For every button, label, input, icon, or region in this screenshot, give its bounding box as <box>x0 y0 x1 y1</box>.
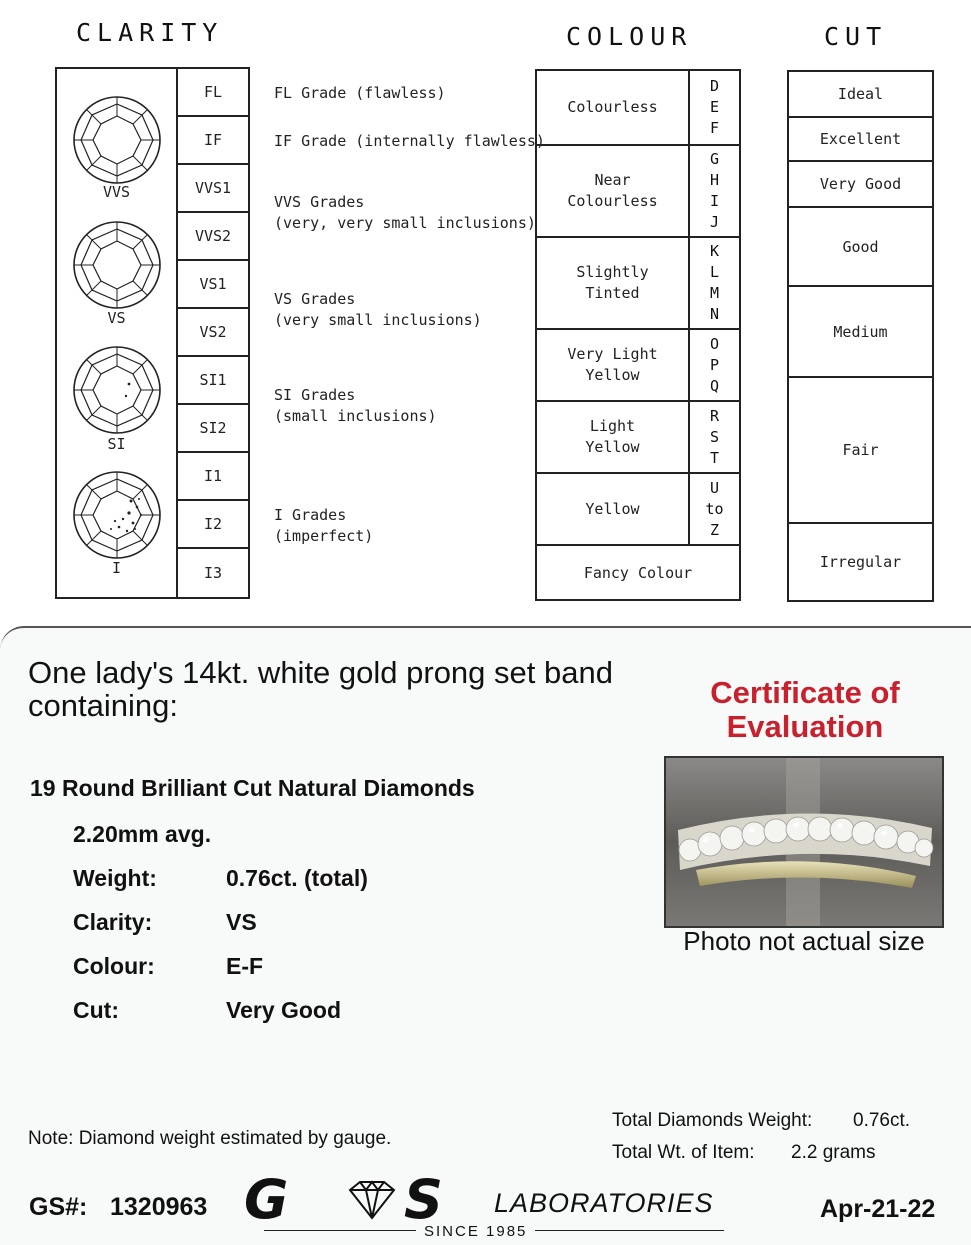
spec-label: Cut: <box>73 997 119 1023</box>
clarity-grade-cell: IF <box>176 115 250 165</box>
spec-value: VS <box>226 909 257 935</box>
colour-row-letters: K L M N <box>688 236 741 330</box>
photo-caption: Photo not actual size <box>683 926 925 956</box>
clarity-grade-cell: I3 <box>176 547 250 599</box>
clarity-grade-cell: VVS2 <box>176 211 250 261</box>
cut-grade-cell: Very Good <box>787 160 934 208</box>
spec-label: Weight: <box>73 865 157 891</box>
colour-row-label: Slightly Tinted <box>535 236 690 330</box>
clarity-description: VS Grades (very small inclusions) <box>274 290 482 329</box>
cut-heading: CUT <box>824 22 888 51</box>
colour-heading: COLOUR <box>566 22 693 51</box>
colour-row-letters: O P Q <box>688 328 741 402</box>
ring-photo-image <box>666 758 942 926</box>
since-label: SINCE 1985 <box>416 1223 535 1240</box>
gs-logo-mark <box>240 1174 490 1222</box>
item-description: One lady's 14kt. white gold prong set band containing: <box>28 655 613 723</box>
clarity-grade-cell: I1 <box>176 451 250 501</box>
colour-row-label: Light Yellow <box>535 400 690 474</box>
cut-grade-cell: Fair <box>787 376 934 524</box>
certificate-title: Certificate of Evaluation <box>710 675 900 744</box>
spec-label: Clarity: <box>73 909 153 935</box>
logo-word: LABORATORIES <box>494 1188 714 1218</box>
certificate-date: Apr-21-22 <box>820 1195 936 1223</box>
cut-grade-cell: Good <box>787 206 934 287</box>
total-diamonds-value: 0.76ct. <box>853 1110 911 1131</box>
clarity-group-vs: VS <box>107 309 126 327</box>
spec-value: E-F <box>226 953 264 979</box>
clarity-grade-cell: SI1 <box>176 355 250 405</box>
clarity-grade-cell: VS1 <box>176 259 250 309</box>
colour-row-label: Yellow <box>535 472 690 546</box>
colour-row-letters: R S T <box>688 400 741 474</box>
clarity-diamond-column <box>55 67 178 599</box>
stone-size: 2.20mm avg. <box>73 821 212 847</box>
cut-grade-cell: Medium <box>787 285 934 378</box>
diamond-icon <box>71 219 163 311</box>
clarity-group-vvs: VVS <box>102 183 131 201</box>
certificate-card <box>0 626 971 1245</box>
spec-value: Very Good <box>226 997 342 1023</box>
clarity-grade-cell: VS2 <box>176 307 250 357</box>
weight-note: Note: Diamond weight estimated by gauge. <box>28 1128 392 1149</box>
spec-label: Colour: <box>73 953 155 979</box>
diamond-icon <box>71 94 163 186</box>
stone-summary: 19 Round Brilliant Cut Natural Diamonds <box>30 775 475 801</box>
total-item-label: Total Wt. of Item: <box>612 1142 755 1163</box>
clarity-description: SI Grades (small inclusions) <box>274 386 437 425</box>
clarity-description: I Grades (imperfect) <box>274 506 374 545</box>
colour-fancy-cell: Fancy Colour <box>535 544 741 601</box>
diamond-icon <box>71 469 163 561</box>
gs-number: 1320963 <box>110 1193 208 1221</box>
gs-label: GS#: <box>29 1193 88 1221</box>
clarity-grade-cell: VVS1 <box>176 163 250 213</box>
clarity-group-i: I <box>111 559 122 577</box>
clarity-grade-cell: SI2 <box>176 403 250 453</box>
clarity-grade-cell: FL <box>176 67 250 117</box>
colour-row-letters: G H I J <box>688 144 741 238</box>
clarity-heading: CLARITY <box>76 18 224 47</box>
colour-row-label: Near Colourless <box>535 144 690 238</box>
cut-grade-cell: Irregular <box>787 522 934 602</box>
total-item-value: 2.2 grams <box>791 1142 876 1163</box>
diamond-icon <box>71 344 163 436</box>
colour-row-letters: D E F <box>688 69 741 146</box>
clarity-group-si: SI <box>107 435 126 453</box>
ring-photo <box>664 756 944 928</box>
clarity-description: IF Grade (internally flawless) <box>274 132 545 150</box>
clarity-grade-column <box>176 67 250 599</box>
svg-text:S: S <box>404 1174 443 1222</box>
cut-table <box>787 70 934 602</box>
total-diamonds-label: Total Diamonds Weight: <box>612 1110 813 1131</box>
gs-laboratories-logo <box>240 1174 740 1242</box>
colour-row-letters: U to Z <box>688 472 741 546</box>
clarity-grade-cell: I2 <box>176 499 250 549</box>
cut-grade-cell: Excellent <box>787 116 934 162</box>
colour-row-label: Colourless <box>535 69 690 146</box>
spec-value: 0.76ct. (total) <box>226 865 368 891</box>
colour-table <box>535 69 741 601</box>
svg-text:G: G <box>244 1174 289 1222</box>
cut-grade-cell: Ideal <box>787 70 934 118</box>
clarity-description: VVS Grades (very, very small inclusions) <box>274 193 536 232</box>
colour-row-label: Very Light Yellow <box>535 328 690 402</box>
clarity-description: FL Grade (flawless) <box>274 84 446 102</box>
